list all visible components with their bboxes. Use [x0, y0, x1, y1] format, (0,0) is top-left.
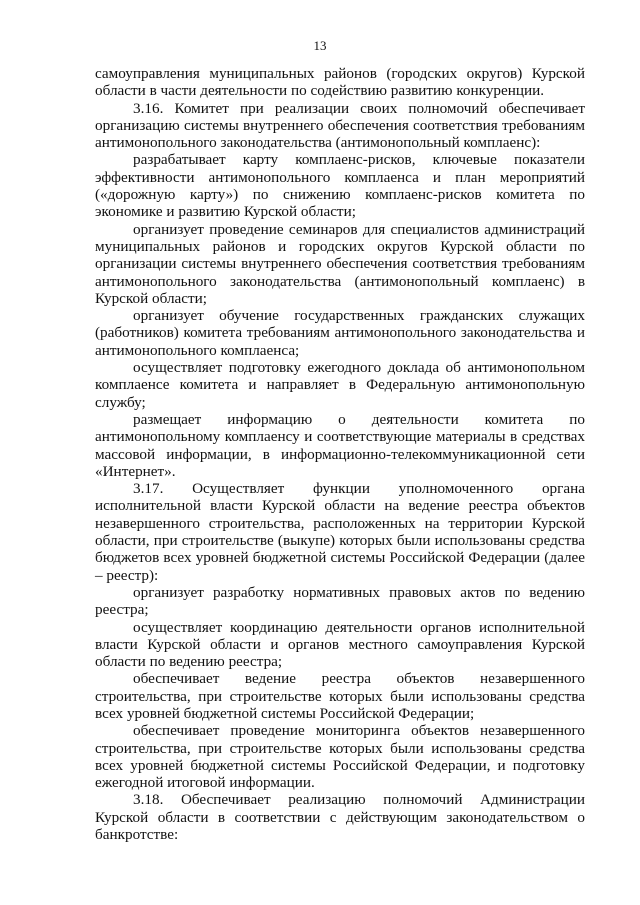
- paragraph-registry-maintenance: обеспечивает ведение реестра объектов незавершенного строительства, при строительстве которых были использованы средства всех уровней бюджетной системы Российской Федерации;: [95, 670, 585, 722]
- paragraph-seminars: организует проведение семинаров для специалистов администраций муниципальных районов и городских округов Курской области по организации системы внутреннего обеспечения соответствия требованиям антимонопольного законодательства (антимонопольный комплаенс) в Курской области;: [95, 220, 585, 307]
- paragraph-3-18: 3.18. Обеспечивает реализацию полномочий Администрации Курской области в соответствии с действующим законодательством о банкротстве:: [95, 791, 585, 844]
- paragraph-regulations: организует разработку нормативных правовых актов по ведению реестра;: [95, 583, 585, 619]
- paragraph-continuation: самоуправления муниципальных районов (городских округов) Курской области в части деятельности по содействию развитию конкуренции.: [95, 65, 585, 100]
- paragraph-3-17: 3.17. Осуществляет функции уполномоченного органа исполнительной власти Курской области на ведение реестра объектов незавершенного строительства, расположенных на территории Курской области, при строительстве (выкупе) которых были использованы средства бюджетов всех уровней бюджетной системы Российской Федерации (далее – реестр):: [95, 480, 585, 584]
- document-body: [95, 65, 585, 843]
- paragraph-training: организует обучение государственных гражданских служащих (работников) комитета требованиям антимонопольного законодательства и антимонопольного комплаенса;: [95, 307, 585, 359]
- paragraph-compliance-map: разрабатывает карту комплаенс-рисков, ключевые показатели эффективности антимонопольного комплаенса и план мероприятий («дорожную карту») по снижению комплаенс-рисков комитета по экономике и развитию Курской области;: [95, 151, 585, 221]
- paragraph-publication: размещает информацию о деятельности комитета по антимонопольному комплаенсу и соответствующие материалы в средствах массовой информации, в информационно-телекоммуникационной сети «Интернет».: [95, 410, 585, 480]
- paragraph-3-16: 3.16. Комитет при реализации своих полномочий обеспечивает организацию системы внутреннего обеспечения соответствия требованиям антимонопольного законодательства (антимонопольный комплаенс):: [95, 99, 585, 152]
- paragraph-coordination: осуществляет координацию деятельности органов исполнительной власти Курской области и органов местного самоуправления Курской области по ведению реестра;: [95, 618, 585, 671]
- paragraph-monitoring: обеспечивает проведение мониторинга объектов незавершенного строительства, при строительстве которых были использованы средства всех уровней бюджетной системы Российской Федерации, и подготовку ежегодной итоговой информации.: [95, 722, 585, 792]
- paragraph-annual-report: осуществляет подготовку ежегодного доклада об антимонопольном комплаенсе комитета и направляет в Федеральную антимонопольную службу;: [95, 359, 585, 411]
- page-number: 13: [313, 38, 327, 53]
